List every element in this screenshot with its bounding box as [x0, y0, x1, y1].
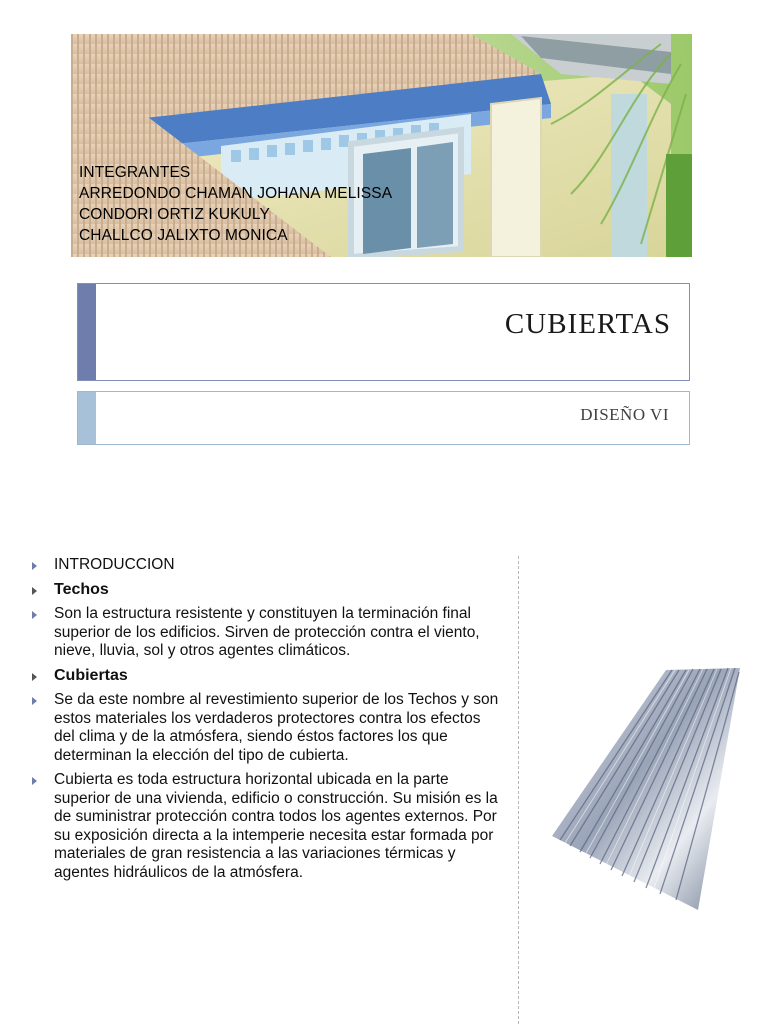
triangle-bullet-icon [32, 673, 37, 681]
list-item-text: Cubierta es toda estructura horizontal ubicada en la parte superior de una vivienda, edificio o construcción. Su misión es la de suministrar protección contra todos los agentes externos. Por su exposición directa a la intemperie necesita estar formada por materiales de gran resistencia a las variaciones térmicas y agentes hidráulicos de la atmósfera. [54, 771, 498, 881]
content-list [32, 556, 502, 888]
title-accent-bar [78, 284, 96, 380]
list-item-text: INTRODUCCION [54, 556, 175, 573]
page-title: CUBIERTAS [504, 308, 671, 340]
list-item-text: Techos [54, 580, 109, 598]
page-subtitle: DISEÑO VI [580, 405, 669, 424]
triangle-bullet-icon [32, 777, 37, 785]
list-item-techos [32, 581, 502, 600]
member-name: CHALLCO JALIXTO MONICA [79, 227, 288, 244]
list-item-cubiertas-desc [32, 691, 502, 765]
list-item-text: Se da este nombre al revestimiento superior de los Techos y son estos materiales los verdaderos protectores contra los efectos del clima y de la atmósfera, siendo éstos factores los que determinan la elección del tipo de cubierta. [54, 691, 499, 764]
column-divider [518, 556, 519, 1024]
list-item-introduccion [32, 556, 502, 575]
title-box [77, 283, 690, 381]
list-item-techos-desc [32, 605, 502, 661]
subtitle-accent-bar [78, 392, 96, 444]
corrugated-sheet-image [548, 660, 744, 912]
list-item-cubierta-def [32, 771, 502, 882]
members-heading: INTEGRANTES [79, 164, 191, 181]
member-name: CONDORI ORTIZ KUKULY [79, 206, 270, 223]
list-item-cubiertas [32, 667, 502, 686]
triangle-bullet-icon [32, 611, 37, 619]
triangle-bullet-icon [32, 562, 37, 570]
subtitle-box [77, 391, 690, 445]
header-image-house-roof [71, 34, 692, 257]
triangle-bullet-icon [32, 587, 37, 595]
list-item-text: Cubiertas [54, 666, 128, 684]
triangle-bullet-icon [32, 697, 37, 705]
list-item-text: Son la estructura resistente y constituyen la terminación final superior de los edificios. Sirven de protección contra el viento, nieve, lluvia, sol y otros agentes climáticos. [54, 605, 480, 659]
members-list [79, 162, 392, 246]
member-name: ARREDONDO CHAMAN JOHANA MELISSA [79, 185, 393, 202]
